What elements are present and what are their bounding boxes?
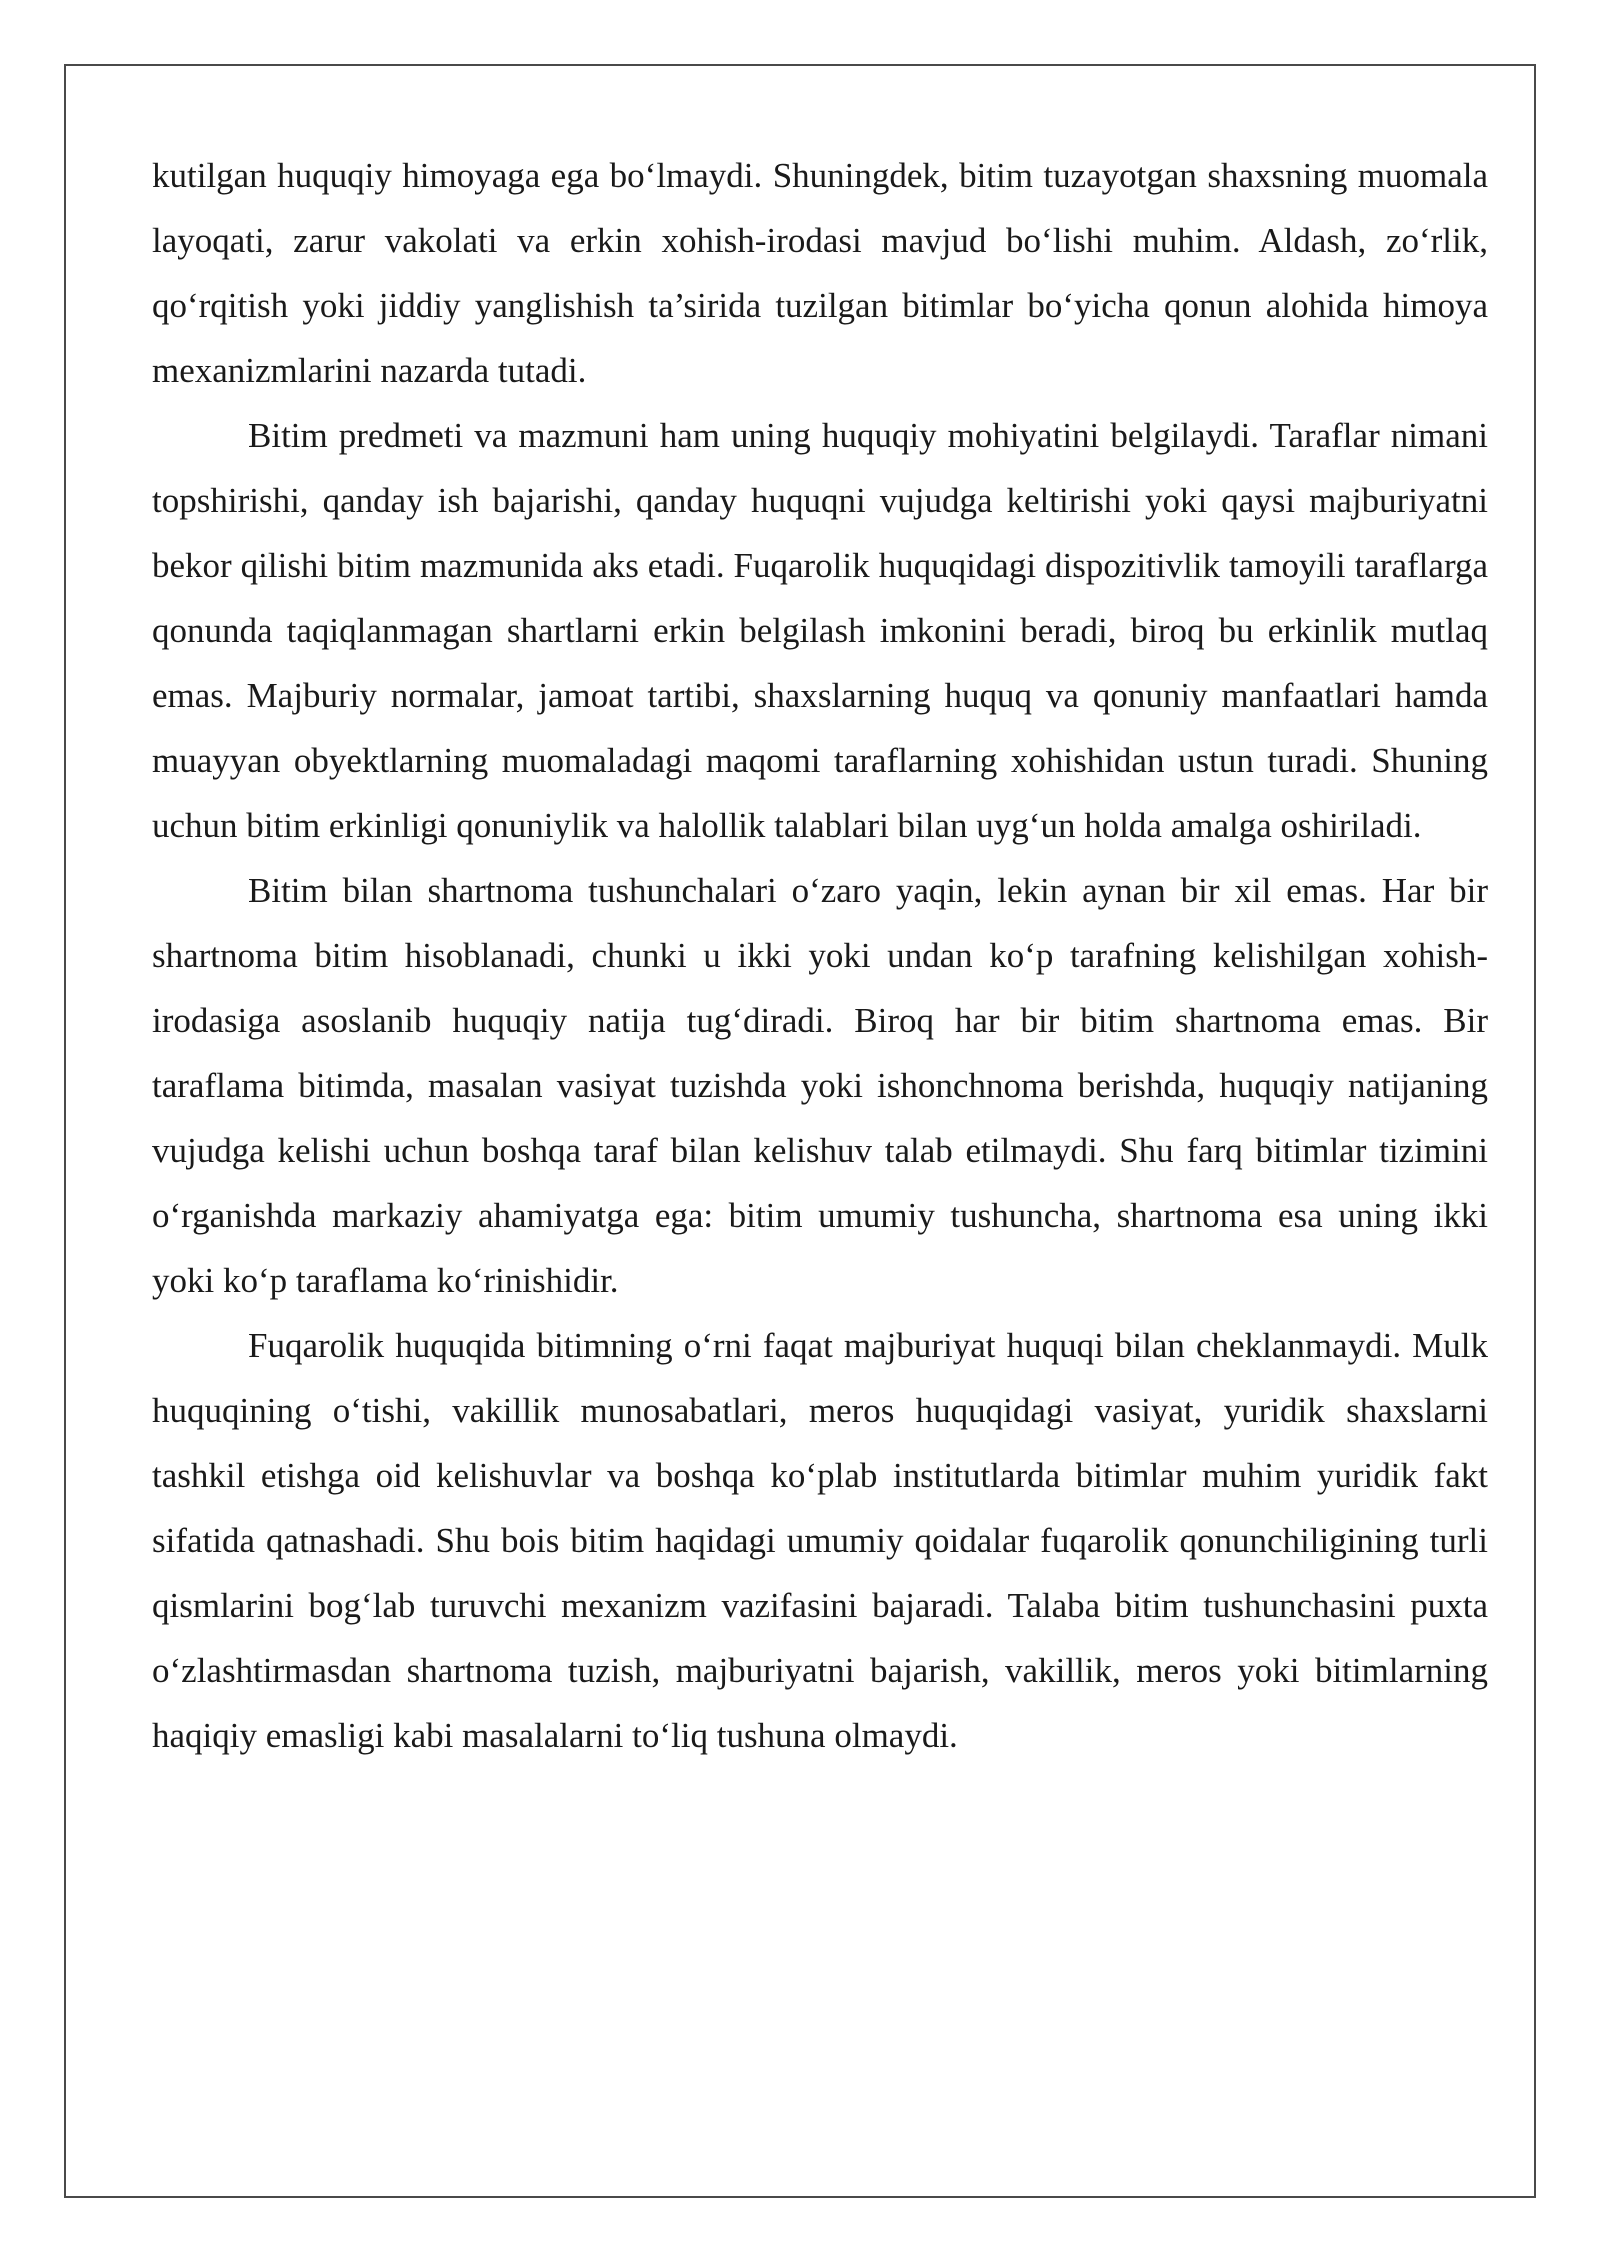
paragraph-1: kutilgan huquqiy himoyaga ega bo‘lmaydi. Shuningdek, bitim tuzayotgan shaxsning muomala layoqati, zarur vakolati va erkin xohish-irodasi mavjud bo‘lishi muhim. Aldash, zo‘rlik, qo‘rqitish yoki jiddiy yanglishish ta’sirida tuzilgan bitimlar bo‘yicha qonun alohida himoya mexanizmlarini nazarda tutadi. <box>152 156 1488 390</box>
document-body <box>152 143 1488 1768</box>
paragraph-3: Bitim bilan shartnoma tushunchalari o‘zaro yaqin, lekin aynan bir xil emas. Har bir shartnoma bitim hisoblanadi, chunki u ikki yoki undan ko‘p tarafning kelishilgan xohish-irodasiga asoslanib huquqiy natija tug‘diradi. Biroq har bir bitim shartnoma emas. Bir taraflama bitimda, masalan vasiyat tuzishda yoki ishonchnoma berishda, huquqiy natijaning vujudga kelishi uchun boshqa taraf bilan kelishuv talab etilmaydi. Shu farq bitimlar tizimini o‘rganishda markaziy ahamiyatga ega: bitim umumiy tushuncha, shartnoma esa uning ikki yoki ko‘p taraflama ko‘rinishidir. <box>152 871 1488 1300</box>
paragraph-2: Bitim predmeti va mazmuni ham uning huquqiy mohiyatini belgilaydi. Taraflar nimani topshirishi, qanday ish bajarishi, qanday huquqni vujudga keltirishi yoki qaysi majburiyatni bekor qilishi bitim mazmunida aks etadi. Fuqarolik huquqidagi dispozitivlik tamoyili taraflarga qonunda taqiqlanmagan shartlarni erkin belgilash imkonini beradi, biroq bu erkinlik mutlaq emas. Majburiy normalar, jamoat tartibi, shaxslarning huquq va qonuniy manfaatlari hamda muayyan obyektlarning muomaladagi maqomi taraflarning xohishidan ustun turadi. Shuning uchun bitim erkinligi qonuniylik va halollik talablari bilan uyg‘un holda amalga oshiriladi. <box>152 416 1488 845</box>
paragraph-4: Fuqarolik huquqida bitimning o‘rni faqat majburiyat huquqi bilan cheklanmaydi. Mulk huquqining o‘tishi, vakillik munosabatlari, meros huquqidagi vasiyat, yuridik shaxslarni tashkil etishga oid kelishuvlar va boshqa ko‘plab institutlarda bitimlar muhim yuridik fakt sifatida qatnashadi. Shu bois bitim haqidagi umumiy qoidalar fuqarolik qonunchiligining turli qismlarini bog‘lab turuvchi mexanizm vazifasini bajaradi. Talaba bitim tushunchasini puxta o‘zlashtirmasdan shartnoma tuzish, majburiyatni bajarish, vakillik, meros yoki bitimlarning haqiqiy emasligi kabi masalalarni to‘liq tushuna olmaydi. <box>152 1326 1488 1755</box>
